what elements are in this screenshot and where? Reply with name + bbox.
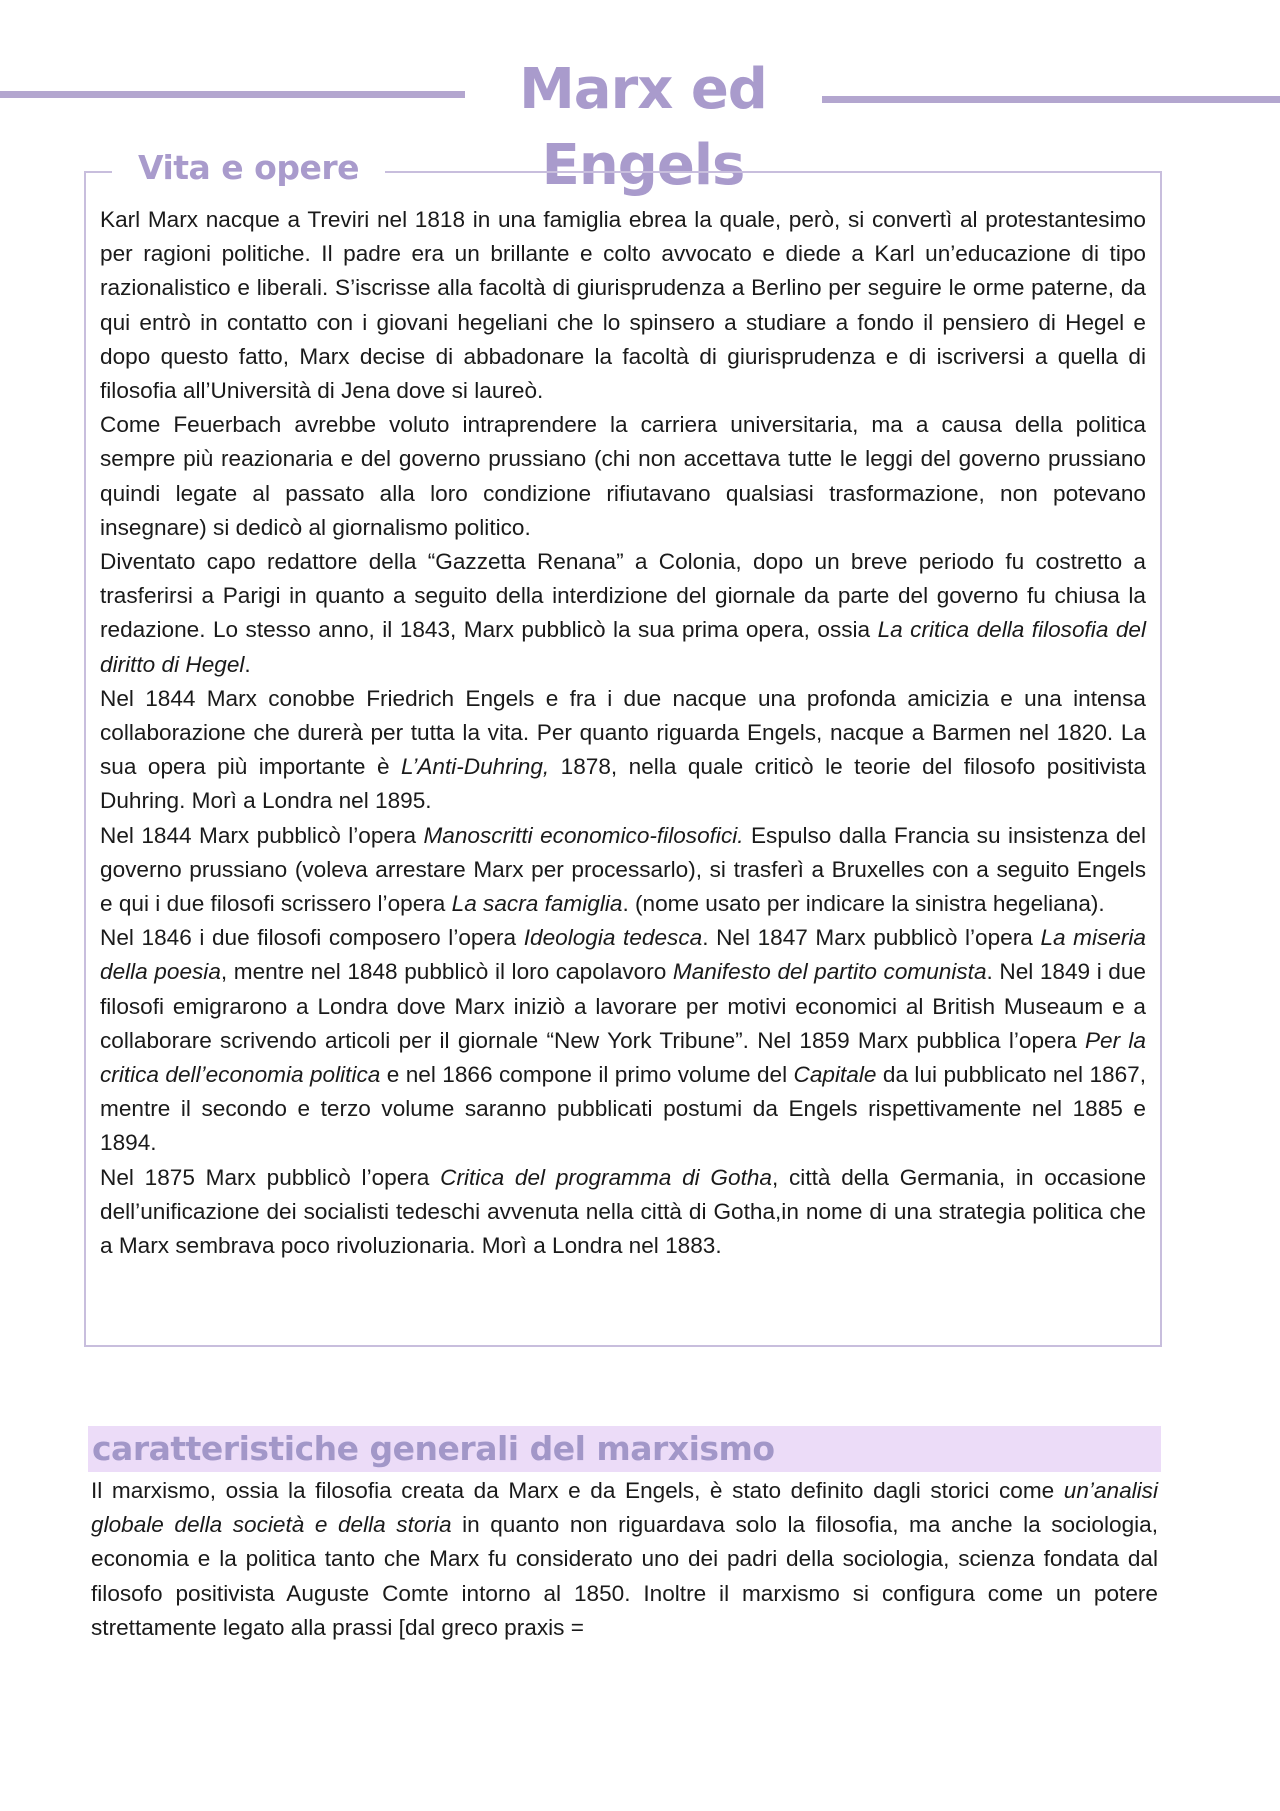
- text-run: Diventato capo redattore della “Gazzetta Renana” a Colonia, dopo un breve periodo fu costretto a trasferirsi a Parigi in quanto a seguito della interdizione del giornale da parte del governo fu chiusa la redazione. Lo stesso anno, il 1843, Marx pubblicò la sua prima opera, ossia: [100, 549, 1146, 643]
- title-rule-left: [0, 91, 465, 98]
- text-run: Nel 1844 Marx pubblicò l’opera: [100, 822, 424, 848]
- italic-text: Per la critica dell’economia politica: [100, 1027, 1146, 1088]
- title-rule-right: [822, 96, 1280, 103]
- italic-text: Critica del programma di Gotha: [440, 1164, 772, 1190]
- paragraph: [100, 408, 1146, 545]
- text-run: .: [244, 651, 251, 677]
- italic-text: Manoscritti economico-filosofici.: [423, 822, 744, 848]
- italic-text: un’analisi globale della società e della storia: [91, 1478, 1158, 1538]
- text-run: Espulso dalla Francia su insistenza del governo prussiano (voleva arrestare Marx per processarlo), si trasferì a Bruxelles con a seguito Engels e qui i due filosofi scrissero l’opera: [100, 822, 1146, 917]
- text-run: Nel 1875 Marx pubblicò l’opera: [100, 1164, 441, 1190]
- text-run: , città della Germania, in occasione dell’unificazione dei socialisti tedeschi avvenuta nella città di Gotha,in nome di una strategia politica che a Marx sembrava poco rivoluzionaria. Morì a Londra nel 1883.: [100, 1164, 1147, 1259]
- paragraph: [100, 682, 1146, 819]
- text-run: Karl Marx nacque a Treviri nel 1818 in una famiglia ebrea la quale, però, si convertì al protestantesimo per ragioni politiche. Il padre era un brillante e colto avvocato e diede a Karl un’educazione di tipo razionalistico e liberali. S’iscrisse alla facoltà di giurisprudenza a Berlino per seguire le orme paterne, da qui entrò in contatto con i giovani hegeliani che lo spinsero a studiare a fondo il pensiero di Hegel e dopo questo fatto, Marx decise di abbadonare la facoltà di giurisprudenza e di iscriversi a quella di filosofia all’Università di Jena dove si laureò.: [100, 207, 1146, 404]
- italic-text: La miseria della poesia: [100, 925, 1146, 985]
- paragraph: [100, 545, 1146, 682]
- italic-text: L’Anti-Duhring,: [401, 754, 550, 780]
- text-run: , mentre nel 1848 pubblicò il loro capolavoro: [220, 959, 673, 985]
- section-heading-marxismo: caratteristiche generali del marxismo: [88, 1426, 1161, 1472]
- text-run: . Nel 1849 i due filosofi emigrarono a Londra dove Marx iniziò a lavorare per motivi economici al British Museaum e a collaborare scrivendo articoli per il giornale “New York Tribune”. Nel 1859 Marx pubblica l’opera: [100, 959, 1146, 1053]
- marxismo-text: [91, 1474, 1158, 1645]
- text-run: in quanto non riguardava solo la filosofia, ma anche la sociologia, economia e la politica tanto che Marx fu considerato uno dei padri della sociologia, scienza fondata dal filosofo positivista Auguste Comte intorno al 1850. Inoltre il marxismo si configura come un potere strettamente legato alla prassi [dal greco praxis =: [91, 1512, 1158, 1640]
- text-run: . Nel 1847 Marx pubblicò l’opera: [702, 925, 1041, 951]
- text-run: 1878, nella quale criticò le teorie del filosofo positivista Duhring. Morì a Londra nel 1895.: [100, 754, 1146, 814]
- text-run: e nel 1866 compone il primo volume del: [380, 1062, 794, 1088]
- page-title: Marx ed Engels: [519, 57, 767, 198]
- vita-opere-text: [100, 203, 1146, 1263]
- paragraph: [100, 921, 1146, 1160]
- paragraph: [100, 203, 1146, 408]
- italic-text: La critica della filosofia del diritto di Hegel: [100, 617, 1146, 677]
- text-run: Come Feuerbach avrebbe voluto intraprendere la carriera universitaria, ma a causa della politica sempre più reazionaria e del governo prussiano (chi non accettava tutte le leggi del governo prussiano quindi legate al passato alla loro condizione rifiutavano qualsiasi trasformazione, non potevano insegnare) si dedicò al giornalismo politico.: [100, 412, 1146, 540]
- text-run: . (nome usato per indicare la sinistra hegeliana).: [622, 891, 1105, 917]
- text-run: Nel 1844 Marx conobbe Friedrich Engels e fra i due nacque una profonda amicizia e una intensa collaborazione che durerà per tutta la vita. Per quanto riguarda Engels, nacque a Barmen nel 1820. La sua opera più importante è: [100, 685, 1146, 780]
- italic-text: Ideologia tedesca: [523, 925, 703, 951]
- italic-text: Capitale: [793, 1062, 877, 1088]
- italic-text: Manifesto del partito comunista: [672, 959, 987, 985]
- paragraph: [100, 1161, 1146, 1264]
- paragraph: [91, 1474, 1158, 1645]
- text-run: Nel 1846 i due filosofi composero l’opera: [100, 925, 524, 951]
- section-heading-vita-opere: Vita e opere: [112, 144, 385, 192]
- text-run: da lui pubblicato nel 1867, mentre il secondo e terzo volume saranno pubblicati postumi da Engels rispettivamente nel 1885 e 1894.: [100, 1062, 1146, 1156]
- italic-text: La sacra famiglia: [451, 891, 623, 917]
- text-run: Il marxismo, ossia la filosofia creata da Marx e da Engels, è stato definito dagli storici come: [91, 1478, 1064, 1503]
- paragraph: [100, 819, 1146, 922]
